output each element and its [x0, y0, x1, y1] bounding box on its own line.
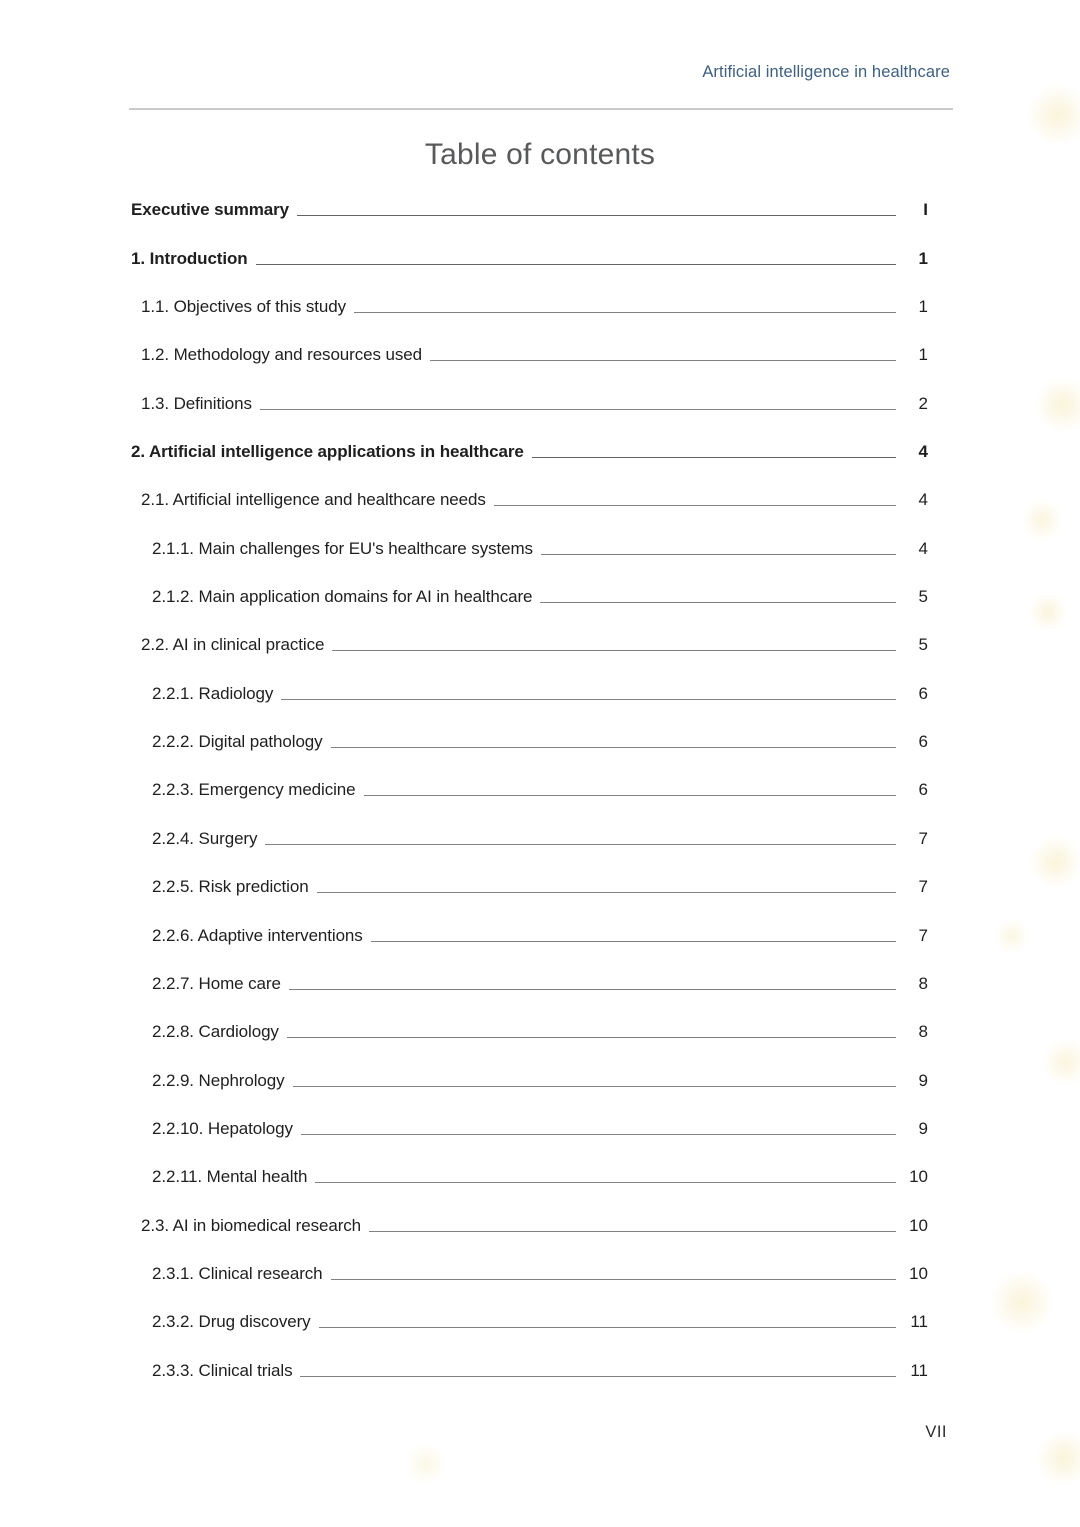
toc-entry-page: 11: [910, 1312, 928, 1332]
toc-entry-label: 2.3. AI in biomedical research: [141, 1215, 362, 1235]
toc-entry-label: 1.1. Objectives of this study: [141, 297, 346, 317]
toc-entry-label: 2.2.1. Radiology: [152, 683, 274, 703]
toc-entry-page: 5: [918, 587, 928, 607]
toc-entry-page: 6: [918, 780, 928, 800]
toc-entry-label: 2.1. Artificial intelligence and healthcare needs: [141, 490, 486, 510]
toc-entry[interactable]: [131, 849, 928, 897]
toc-entry[interactable]: [131, 704, 928, 752]
toc-entry-page: 8: [918, 973, 928, 993]
toc-leader-line: [331, 747, 896, 748]
toc-entry-page: 7: [918, 877, 928, 897]
toc-leader-line: [281, 699, 896, 700]
toc-entry-label: 1.3. Definitions: [141, 393, 252, 413]
toc-entry[interactable]: [131, 1042, 928, 1090]
toc-entry-page: 10: [909, 1215, 928, 1235]
toc-leader-line: [494, 505, 896, 506]
toc-entry-page: 5: [918, 635, 928, 655]
toc-entry-label: 2.2.2. Digital pathology: [152, 732, 323, 752]
toc-entry[interactable]: [131, 1236, 928, 1284]
toc-entry-page: 4: [918, 538, 928, 558]
toc-entry-page: 11: [910, 1360, 928, 1380]
toc-entry[interactable]: [131, 559, 928, 607]
toc-leader-line: [354, 312, 896, 313]
toc-leader-line: [315, 1182, 896, 1183]
toc-entry-page: 8: [918, 1022, 928, 1042]
page-title: Table of contents: [424, 138, 656, 171]
toc-entry-label: 2.2.11. Mental health: [152, 1167, 308, 1187]
toc-entry[interactable]: [131, 1332, 928, 1380]
toc-entry[interactable]: [131, 317, 928, 365]
toc-leader-line: [332, 650, 896, 651]
toc-entry-page: 2: [918, 393, 928, 413]
running-header: Artificial intelligence in healthcare: [702, 63, 950, 81]
toc-leader-line: [317, 892, 896, 893]
toc-entry-page: 1: [918, 248, 928, 268]
toc-entry[interactable]: [131, 994, 928, 1042]
toc-entry[interactable]: [131, 607, 928, 655]
toc-leader-line: [369, 1231, 896, 1232]
page-number-footer: VII: [925, 1423, 947, 1441]
toc-leader-line: [293, 1086, 897, 1087]
toc-entry-page: 7: [918, 925, 928, 945]
toc-leader-line: [364, 795, 897, 796]
toc-entry[interactable]: [131, 269, 928, 317]
toc-leader-line: [371, 941, 896, 942]
toc-entry-label: 2.3.2. Drug discovery: [152, 1312, 311, 1332]
toc-leader-line: [256, 264, 896, 265]
toc-entry[interactable]: [131, 946, 928, 994]
toc-entry[interactable]: [131, 172, 928, 220]
toc-entry-label: 1. Introduction: [131, 248, 248, 268]
toc-entry-page: 10: [909, 1167, 928, 1187]
toc-entry[interactable]: [131, 510, 928, 558]
toc-leader-line: [265, 844, 896, 845]
toc-entry-label: 2.2. AI in clinical practice: [141, 635, 325, 655]
toc-entry-label: 2.2.5. Risk prediction: [152, 877, 309, 897]
toc-entry-page: 6: [918, 683, 928, 703]
toc-leader-line: [301, 1134, 896, 1135]
toc-entry[interactable]: [131, 897, 928, 945]
toc-entry-label: Executive summary: [131, 200, 289, 220]
toc-entry-page: 6: [918, 732, 928, 752]
toc-entry-label: 2.2.3. Emergency medicine: [152, 780, 356, 800]
toc-leader-line: [260, 409, 896, 410]
toc-entry-page: 4: [918, 442, 928, 462]
toc-entry-page: 4: [918, 490, 928, 510]
toc-entry[interactable]: [131, 752, 928, 800]
toc-entry[interactable]: [131, 1284, 928, 1332]
toc-entry-label: 2.2.10. Hepatology: [152, 1118, 293, 1138]
toc-entry[interactable]: [131, 655, 928, 703]
toc-entry-label: 1.2. Methodology and resources used: [141, 345, 422, 365]
toc-entry-page: 7: [918, 828, 928, 848]
toc-entry-label: 2.1.1. Main challenges for EU's healthcare systems: [152, 538, 533, 558]
toc-entry[interactable]: [131, 1091, 928, 1139]
toc-entry-label: 2. Artificial intelligence applications in healthcare: [131, 442, 524, 462]
toc-leader-line: [532, 457, 896, 458]
toc-entry[interactable]: [131, 365, 928, 413]
toc-list: [131, 172, 928, 1381]
toc-entry-label: 2.3.1. Clinical research: [152, 1263, 323, 1283]
toc-entry-page: 1: [918, 345, 928, 365]
toc-entry-page: 9: [918, 1070, 928, 1090]
toc-leader-line: [287, 1037, 896, 1038]
toc-entry-label: 2.2.6. Adaptive interventions: [152, 925, 363, 945]
toc-leader-line: [300, 1376, 896, 1377]
toc-leader-line: [540, 602, 896, 603]
toc-entry-label: 2.2.8. Cardiology: [152, 1022, 279, 1042]
toc-leader-line: [297, 215, 896, 216]
toc-entry-label: 2.2.9. Nephrology: [152, 1070, 285, 1090]
toc-leader-line: [541, 554, 896, 555]
toc-entry-label: 2.1.2. Main application domains for AI in healthcare: [152, 587, 533, 607]
toc-entry-label: 2.3.3. Clinical trials: [152, 1360, 293, 1380]
toc-entry[interactable]: [131, 1139, 928, 1187]
toc-leader-line: [331, 1279, 896, 1280]
toc-leader-line: [289, 989, 896, 990]
toc-entry-page: 1: [918, 297, 928, 317]
toc-entry-label: 2.2.7. Home care: [152, 973, 281, 993]
toc-entry-page: I: [923, 200, 928, 220]
toc-entry-label: 2.2.4. Surgery: [152, 828, 258, 848]
toc-entry[interactable]: [131, 1187, 928, 1235]
header-rule: [129, 108, 953, 110]
toc-entry[interactable]: [131, 462, 928, 510]
toc-leader-line: [319, 1327, 896, 1328]
toc-entry[interactable]: [131, 414, 928, 462]
toc-entry-page: 10: [909, 1263, 928, 1283]
toc-entry[interactable]: [131, 220, 928, 268]
toc-entry-page: 9: [918, 1118, 928, 1138]
toc-leader-line: [430, 360, 896, 361]
toc-entry[interactable]: [131, 800, 928, 848]
